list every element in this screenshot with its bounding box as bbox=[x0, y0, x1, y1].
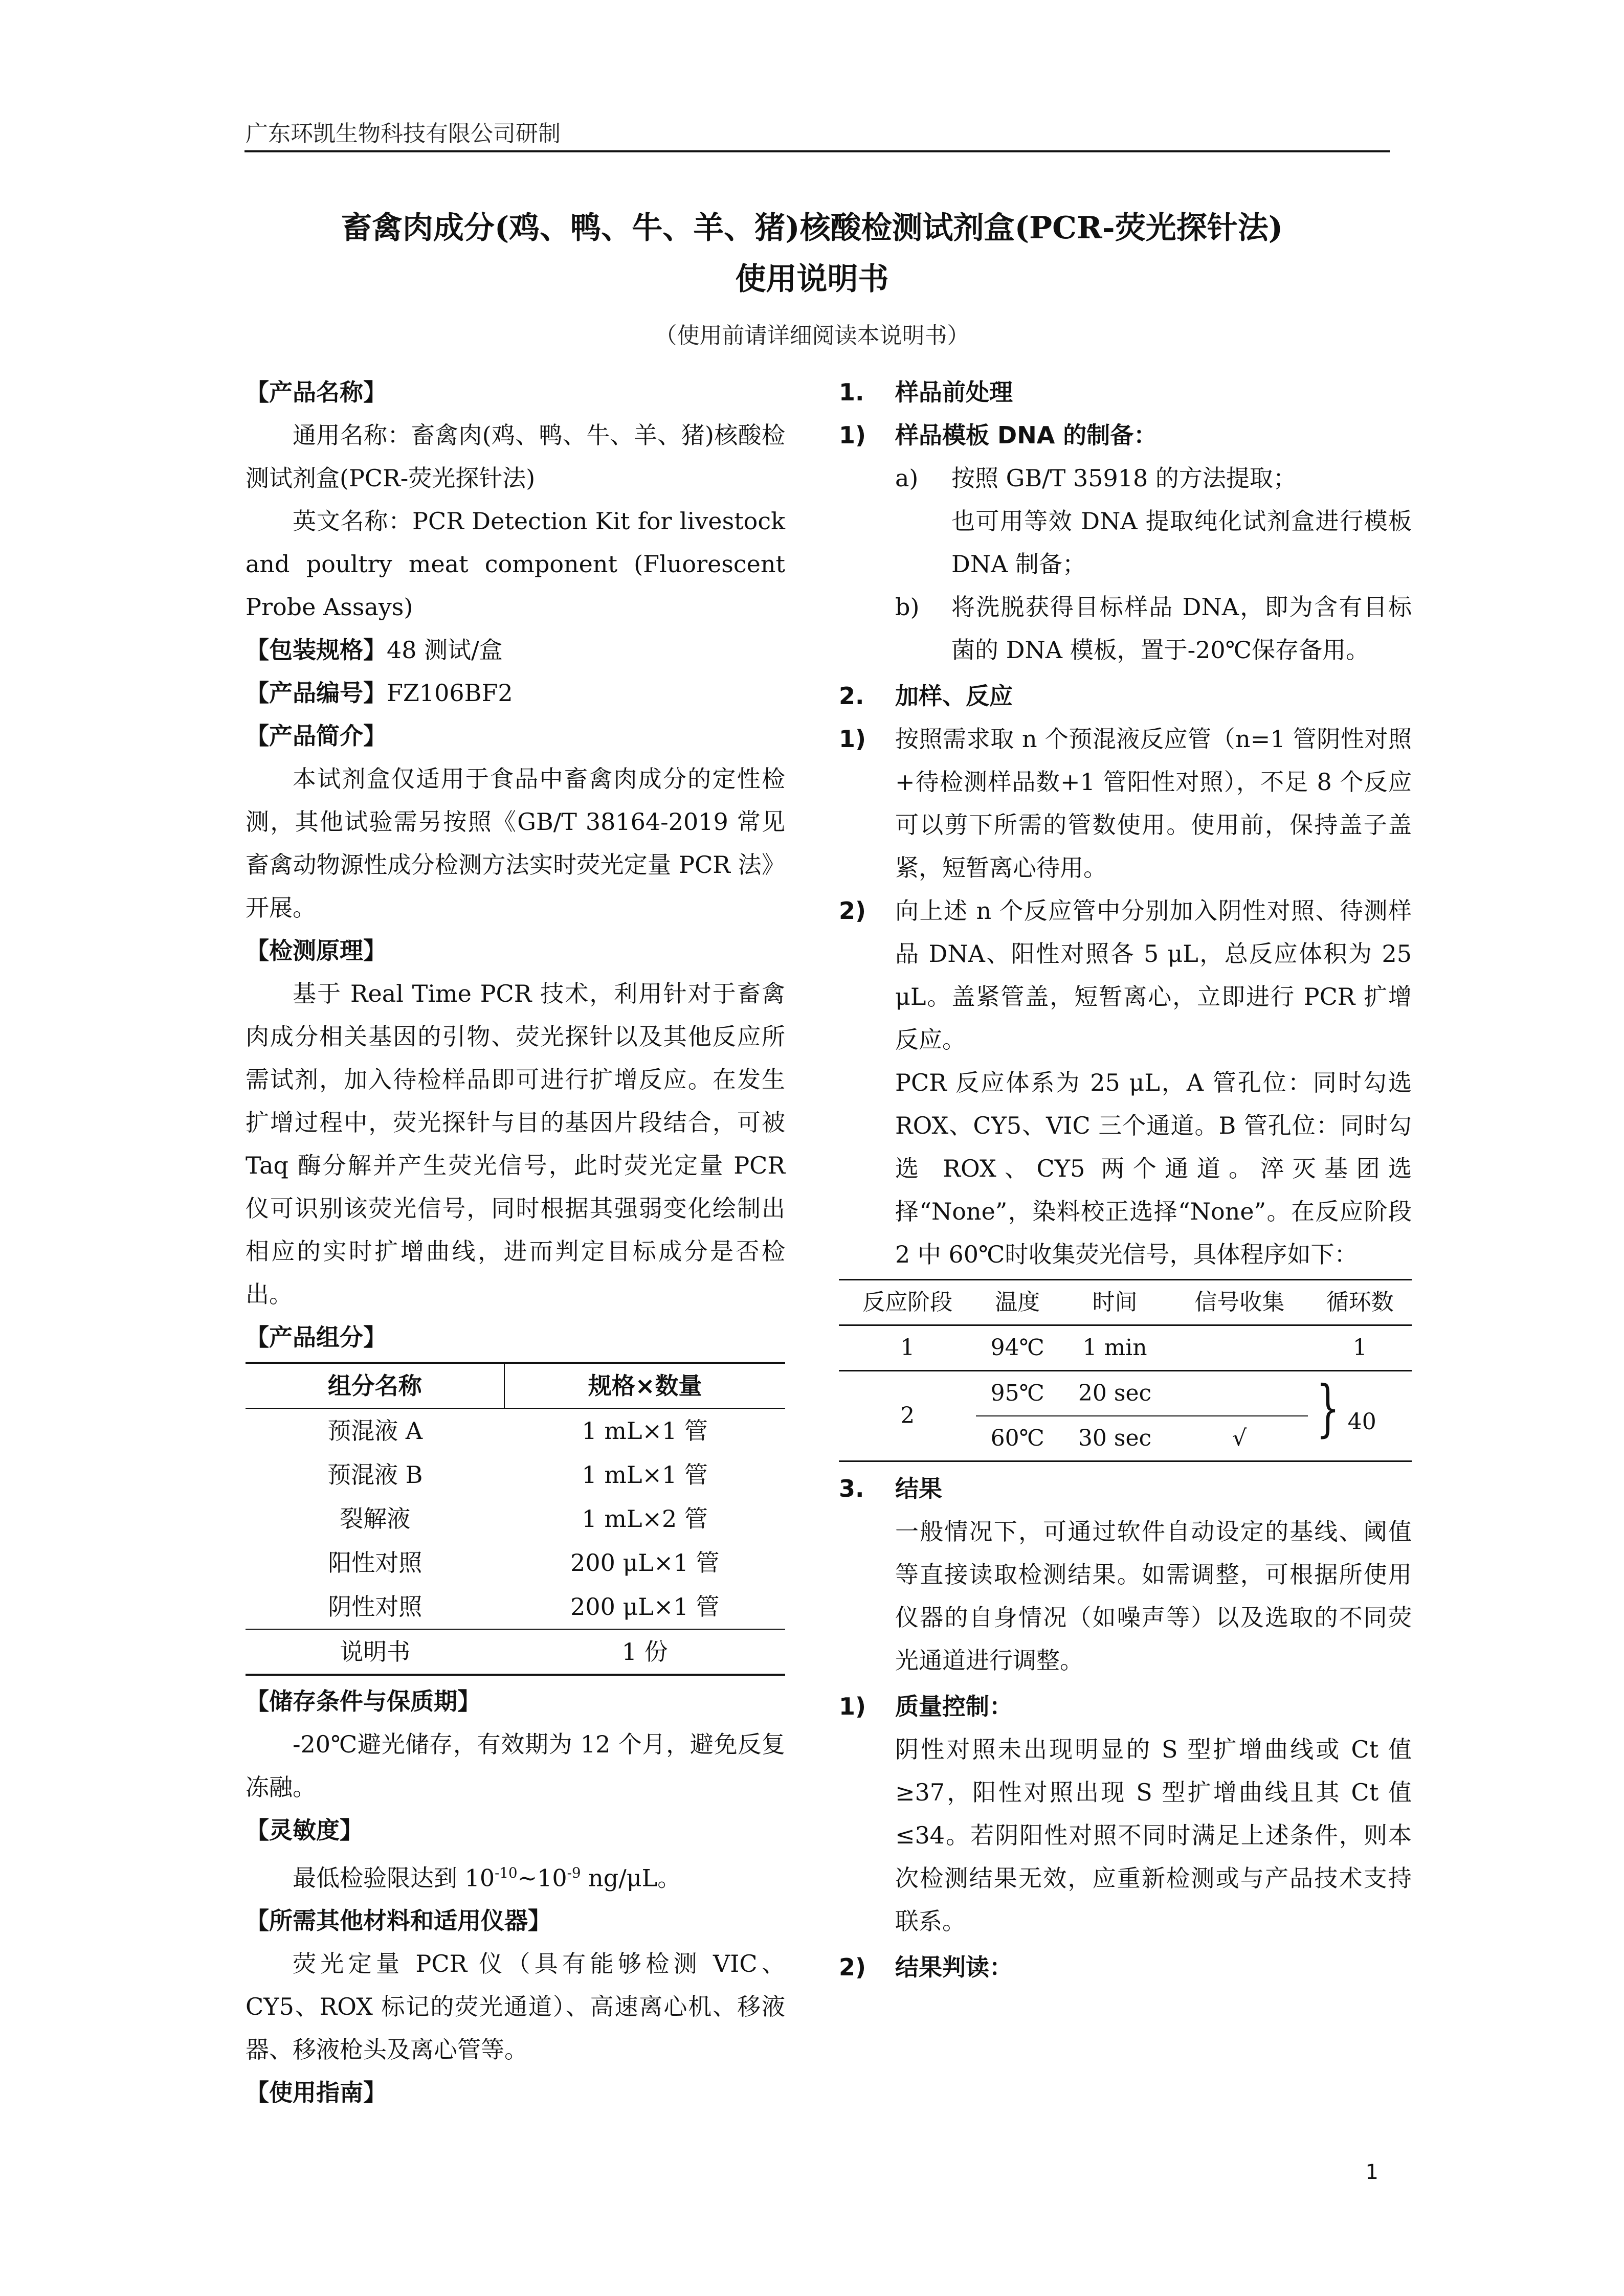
header-cycles: 循环数 bbox=[1308, 1280, 1412, 1325]
header-divider bbox=[244, 150, 1390, 152]
header-signal: 信号收集 bbox=[1171, 1280, 1308, 1325]
storage-heading: 【储存条件与保质期】 bbox=[246, 1687, 481, 1715]
step-text: 向上述 n 个反应管中分别加入阴性对照、待测样品 DNA、阳性对照各 5 μL，总反应体积为 25 μL。盖紧管盖，短暂离心，立即进行 PCR 扩增反应。 bbox=[895, 897, 1412, 1053]
table-row bbox=[839, 1325, 1412, 1371]
components-table bbox=[246, 1362, 785, 1676]
time-cell: 20 sec bbox=[1059, 1371, 1171, 1416]
table-row bbox=[839, 1371, 1412, 1416]
components-header-row bbox=[246, 1363, 785, 1408]
intro-heading: 【产品简介】 bbox=[246, 722, 387, 750]
section-title: 样品前处理 bbox=[895, 378, 1013, 406]
component-name: 预混液 A bbox=[327, 1417, 423, 1445]
cycles-cell bbox=[1308, 1371, 1412, 1461]
quality-control-text: 阴性对照未出现明显的 S 型扩增曲线或 Ct 值≥37，阳性对照出现 S 型扩增曲线且其 Ct 值≤34。若阴阳性对照不同时满足上述条件，则本次检测结果无效，应重新检测或与产品技术支持联系。 bbox=[895, 1736, 1412, 1935]
substep-text: 将洗脱获得目标样品 DNA，即为含有目标菌的 DNA 模板，置于-20℃保存备用。 bbox=[951, 593, 1412, 664]
principle-text: 基于 Real Time PCR 技术，利用针对于畜禽肉成分相关基因的引物、荧光探针以及其他反应所需试剂，加入待检样品即可进行扩增反应。在发生扩增过程中，荧光探针与目的基因片段结合，可被 Taq 酶分解并产生荧光信号，此时荧光定量 PCR 仪可识别该荧光信号，同时根据其强弱变化绘制出相应的实时扩增曲线，进而判定目标成分是否检出。 bbox=[246, 980, 785, 1308]
guide-heading: 【使用指南】 bbox=[246, 2079, 387, 2107]
header-stage: 反应阶段 bbox=[839, 1280, 976, 1325]
step-title: 结果判读： bbox=[895, 1953, 1013, 1981]
substep-text bbox=[951, 457, 1412, 586]
english-name: 英文名称：PCR Detection Kit for livestock and poultry meat component (Fluorescent Probe Assays) bbox=[246, 507, 785, 621]
component-spec: 1 mL×2 管 bbox=[582, 1505, 708, 1533]
step-number: 1) bbox=[839, 1693, 866, 1720]
component-spec: 1 mL×1 管 bbox=[582, 1461, 708, 1489]
temp-cell: 95℃ bbox=[976, 1371, 1059, 1416]
table-row bbox=[246, 1629, 785, 1675]
section-sample-prep bbox=[839, 371, 1412, 414]
section-loading-reaction bbox=[839, 674, 1412, 717]
step-title: 质量控制： bbox=[895, 1693, 1013, 1720]
step-text: 按照需求取 n 个预混液反应管（n=1 管阴性对照+待检测样品数+1 管阳性对照），不足 8 个反应可以剪下所需的管数使用。使用前，保持盖子盖紧，短暂离心待用。 bbox=[895, 725, 1412, 882]
component-spec: 1 份 bbox=[504, 1629, 785, 1675]
component-name-header: 组分名称 bbox=[246, 1363, 504, 1408]
temp-cell: 60℃ bbox=[976, 1416, 1059, 1461]
materials-text: 荧光定量 PCR 仪（具有能够检测 VIC、CY5、ROX 标记的荧光通道）、高速离心机、移液器、移液枪头及离心管等。 bbox=[246, 1950, 785, 2064]
table-row bbox=[246, 1541, 785, 1585]
step-dna-template bbox=[839, 414, 1412, 457]
package-heading: 【包装规格】 bbox=[246, 636, 387, 664]
document-title: 畜禽肉成分(鸡、鸭、牛、羊、猪)核酸检测试剂盒(PCR-荧光探针法) bbox=[341, 210, 1283, 246]
stage-cell: 2 bbox=[839, 1371, 976, 1461]
sensitivity-exp2: -9 bbox=[567, 1864, 581, 1881]
sensitivity-text bbox=[246, 1852, 785, 1899]
header-company: 广东环凯生物科技有限公司研制 bbox=[246, 121, 561, 147]
step-take-tubes bbox=[839, 717, 1412, 889]
component-name: 说明书 bbox=[246, 1629, 504, 1675]
common-name: 通用名称：畜禽肉(鸡、鸭、牛、羊、猪)核酸检测试剂盒(PCR-荧光探针法) bbox=[246, 421, 785, 492]
package-spec bbox=[246, 628, 785, 671]
left-column bbox=[246, 371, 785, 2114]
package-value: 48 测试/盒 bbox=[387, 636, 503, 664]
section-title: 结果 bbox=[895, 1475, 942, 1502]
materials-heading: 【所需其他材料和适用仪器】 bbox=[246, 1907, 551, 1935]
components-heading: 【产品组分】 bbox=[246, 1323, 387, 1351]
section-number: 1. bbox=[839, 378, 864, 406]
storage-text: -20℃避光储存，有效期为 12 个月，避免反复冻融。 bbox=[246, 1730, 785, 1801]
cycles-cell: 1 bbox=[1308, 1325, 1412, 1371]
step-title: 样品模板 DNA 的制备： bbox=[895, 421, 1158, 449]
table-row bbox=[246, 1497, 785, 1541]
step-result-interpretation bbox=[839, 1946, 1412, 1989]
component-spec: 1 mL×1 管 bbox=[582, 1417, 708, 1445]
right-column bbox=[839, 371, 1412, 1989]
product-code bbox=[246, 671, 785, 714]
component-name: 预混液 B bbox=[327, 1461, 423, 1489]
table-row bbox=[246, 1585, 785, 1629]
time-cell: 30 sec bbox=[1059, 1416, 1171, 1461]
step-quality-control bbox=[839, 1685, 1412, 1728]
sensitivity-post: ng/μL。 bbox=[581, 1864, 681, 1892]
sensitivity-pre: 最低检验限达到 10 bbox=[293, 1864, 495, 1892]
sensitivity-heading: 【灵敏度】 bbox=[246, 1816, 363, 1844]
product-name-heading: 【产品名称】 bbox=[246, 378, 387, 406]
section-number: 2. bbox=[839, 682, 864, 710]
component-name: 阳性对照 bbox=[328, 1549, 422, 1577]
step-number: 2) bbox=[839, 1953, 866, 1981]
sensitivity-exp1: -10 bbox=[495, 1864, 518, 1881]
document-subtitle-manual: 使用说明书 bbox=[735, 261, 889, 297]
sensitivity-mid: ~10 bbox=[517, 1864, 567, 1892]
pcr-program-table bbox=[839, 1279, 1412, 1462]
code-heading: 【产品编号】 bbox=[246, 679, 387, 707]
table-row bbox=[246, 1453, 785, 1497]
section-results bbox=[839, 1467, 1412, 1510]
intro-text: 本试剂盒仅适用于食品中畜禽肉成分的定性检测，其他试验需另按照《GB/T 38164-2019 常见畜禽动物源性成分检测方法实时荧光定量 PCR 法》开展。 bbox=[246, 765, 785, 921]
section-number: 3. bbox=[839, 1475, 864, 1502]
component-spec: 200 μL×1 管 bbox=[570, 1593, 720, 1620]
step-number: 1) bbox=[839, 725, 866, 753]
component-name: 阴性对照 bbox=[328, 1593, 422, 1620]
page-number: 1 bbox=[1365, 2160, 1378, 2184]
substep-a-line1: 按照 GB/T 35918 的方法提取； bbox=[951, 464, 1297, 492]
pcr-header-row bbox=[839, 1280, 1412, 1325]
substep-mark: b) bbox=[895, 593, 920, 621]
section-title: 加样、反应 bbox=[895, 682, 1013, 710]
substep-mark: a) bbox=[895, 464, 919, 492]
signal-cell bbox=[1171, 1371, 1308, 1416]
read-before-use-note: （使用前请详细阅读本说明书） bbox=[654, 323, 970, 349]
cycles-value: 40 bbox=[1347, 1409, 1376, 1435]
step-number: 1) bbox=[839, 421, 866, 449]
header-temperature: 温度 bbox=[976, 1280, 1059, 1325]
results-description: 一般情况下，可通过软件自动设定的基线、阈值等直接读取检测结果。如需调整，可根据所使用仪器的自身情况（如噪声等）以及选取的不同荧光通道进行调整。 bbox=[895, 1518, 1412, 1674]
header-time: 时间 bbox=[1059, 1280, 1171, 1325]
signal-cell: √ bbox=[1171, 1416, 1308, 1461]
signal-cell bbox=[1171, 1325, 1308, 1371]
pcr-program-description: PCR 反应体系为 25 μL，A 管孔位：同时勾选 ROX、CY5、VIC 三个通道。B 管孔位：同时勾选 ROX、CY5 两个通道。淬灭基团选择“None”，染料校正选择“None”。在反应阶段 2 中 60℃时收集荧光信号，具体程序如下： bbox=[895, 1069, 1412, 1268]
substep-b bbox=[839, 586, 1412, 671]
step-number: 2) bbox=[839, 897, 866, 925]
code-value: FZ106BF2 bbox=[387, 679, 513, 707]
component-name: 裂解液 bbox=[340, 1505, 411, 1533]
table-row bbox=[246, 1408, 785, 1453]
component-spec: 200 μL×1 管 bbox=[570, 1549, 720, 1577]
spec-qty-header: 规格×数量 bbox=[504, 1363, 785, 1408]
substep-a-line2: 也可用等效 DNA 提取纯化试剂盒进行模板 DNA 制备； bbox=[951, 507, 1412, 578]
stage-cell: 1 bbox=[839, 1325, 976, 1371]
principle-heading: 【检测原理】 bbox=[246, 937, 387, 964]
step-add-samples bbox=[839, 889, 1412, 1061]
temp-cell: 94℃ bbox=[976, 1325, 1059, 1371]
time-cell: 1 min bbox=[1059, 1325, 1171, 1371]
brace-glyph: } bbox=[1316, 1373, 1340, 1444]
substep-a bbox=[839, 457, 1412, 586]
